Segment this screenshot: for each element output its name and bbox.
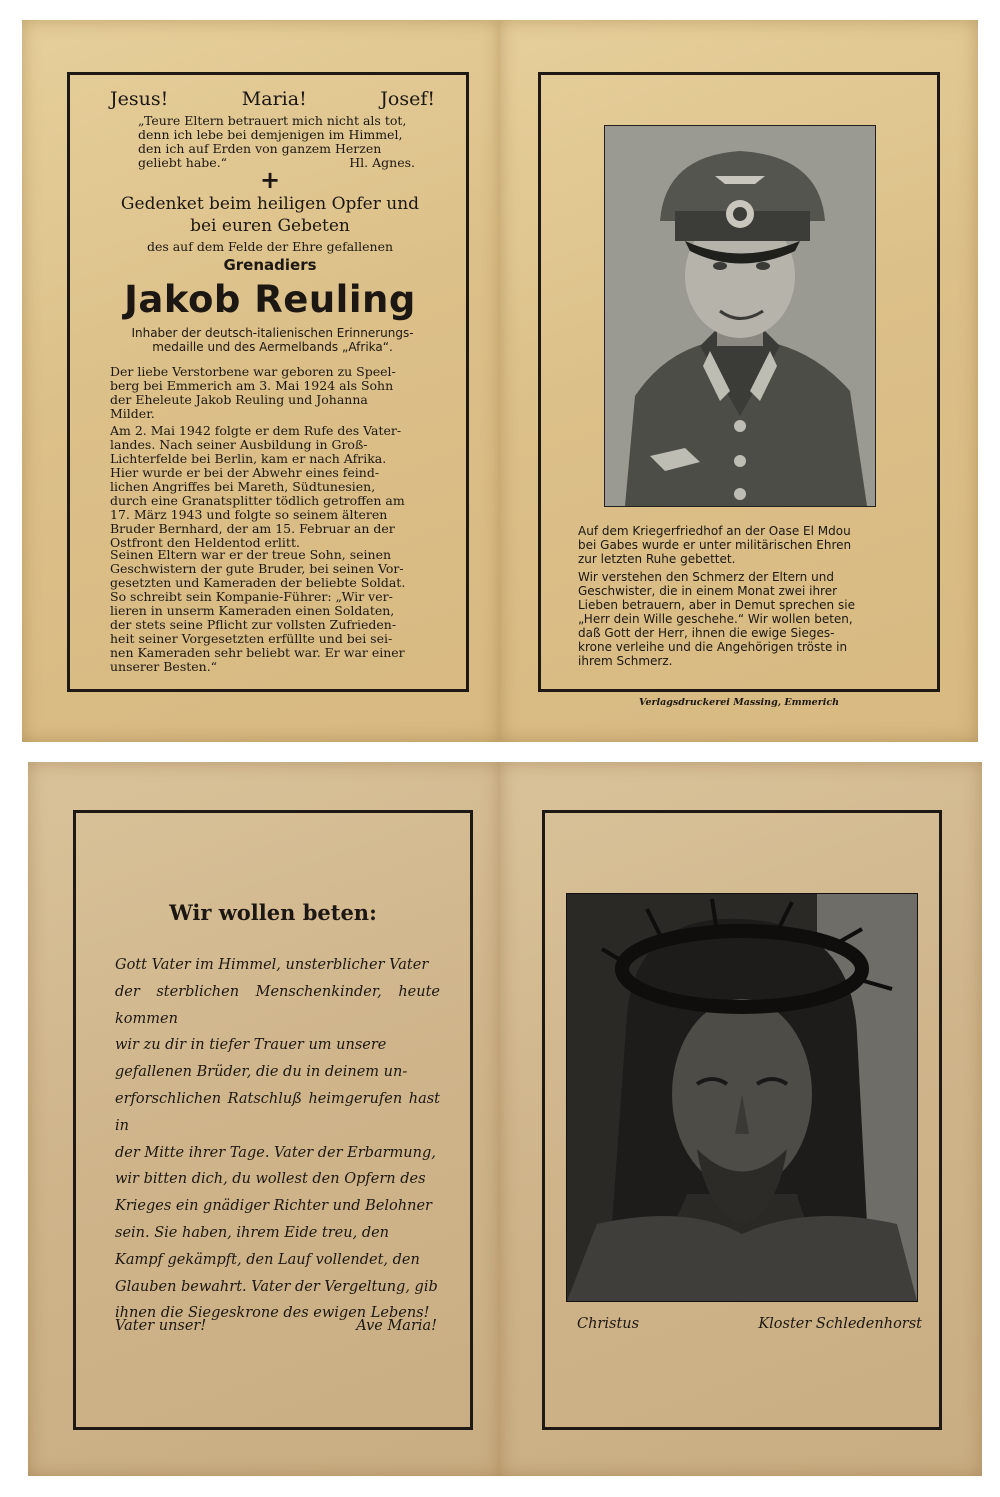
bio-line: lieren in unserm Kameraden einen Soldaten, [110,603,395,618]
prayer-footer [115,1318,437,1334]
prayer-line: Glauben bewahrt. Vater der Vergeltung, gib [115,1278,438,1295]
bio-line: Milder. [110,406,155,421]
invocation-jesus: Jesus! [110,88,169,110]
quote-block [138,114,433,170]
bio-line: Hier wurde er bei der Abwehr eines feind- [110,465,380,480]
honors-line: medaille und des Aermelbands „Afrika“. [152,340,393,354]
prayer-line: wir bitten dich, du wollest den Opfern des [115,1171,426,1188]
bio-line: heit seiner Vorgesetzten erfüllte und bei sei- [110,631,393,646]
closing-line: Wir verstehen den Schmerz der Eltern und [578,570,834,584]
rank-title: Grenadiers [223,256,317,274]
closing-line: Lieben betrauern, aber in Demut sprechen sie [578,598,855,612]
cross-symbol: + [259,166,281,194]
quote-line: „Teure Eltern betrauert mich nicht als tot, [138,113,407,128]
closing-line: krone verleihe und die Angehörigen tröste in [578,640,848,654]
bio-line: Am 2. Mai 1942 folgte er dem Rufe des Vater- [110,423,402,438]
prayer-line: der Mitte ihrer Tage. Vater der Erbarmung, [115,1144,436,1161]
bio-line: berg bei Emmerich am 3. Mai 1924 als Sohn [110,378,394,393]
caption-christus: Christus [577,1316,640,1332]
prayer-line: Kampf gekämpft, den Lauf vollendet, den [115,1251,420,1268]
bio-line: landes. Nach seiner Ausbildung in Groß- [110,437,368,452]
closing-line: ihrem Schmerz. [578,654,673,668]
fallen-line: des auf dem Felde der Ehre gefallenen [146,239,394,254]
bio-line: Bruder Bernhard, der am 15. Februar an der [110,521,395,536]
closing-line: Geschwister, die in einem Monat zwei ihrer [578,584,838,598]
bio-line: Ostfront den Heldentod erlitt. [110,535,300,550]
bio-line: durch eine Granatsplitter tödlich getroffen am [110,493,405,508]
bio-line: Der liebe Verstorbene war geboren zu Speel- [110,364,396,379]
burial-paragraph [578,524,900,566]
prayer-line: Gott Vater im Himmel, unsterblicher Vater [115,957,429,973]
prayer-title: Wir wollen beten: [169,900,377,925]
prayer-line: Krieges ein gnädiger Richter und Belohner [115,1198,432,1215]
bio-line: lichen Angriffes bei Mareth, Südtunesien, [110,479,376,494]
closing-line: „Herr dein Wille geschehe.“ Wir wollen beten, [578,612,853,626]
printer-credit: Verlagsdruckerei Massing, Emmerich [638,697,840,708]
closing-paragraph [578,570,900,668]
prayer-line: ihnen die Siegeskrone des ewigen Lebens! [115,1305,430,1322]
bio-line: nen Kameraden sehr beliebt war. Er war einer [110,645,405,660]
christ-caption [577,1316,922,1332]
honors-line: Inhaber der deutsch-italienischen Erinnerungs- [131,326,414,340]
soldier-portrait-illustration [605,126,875,506]
invocation-maria: Maria! [241,88,307,110]
prayer-text [115,952,440,1327]
christ-illustration [567,894,917,1301]
biography-paragraph-3 [110,548,435,674]
footer-vater-unser: Vater unser! [115,1318,207,1334]
bio-line: So schreibt sein Kompanie-Führer: „Wir ver- [110,589,393,604]
prayer-line: der sterblichen Menschenkinder, heute kommen [115,983,440,1027]
prayer-line: sein. Sie haben, ihrem Eide treu, den [115,1224,390,1241]
caption-kloster: Kloster Schledenhorst [758,1316,922,1332]
prayer-line-2: bei euren Gebeten [190,216,350,236]
quote-author: Hl. Agnes. [349,155,415,170]
prayer-line: erforschlichen Ratschluß heimgerufen hast in [115,1090,440,1134]
bio-line: der stets seine Pflicht zur vollsten Zufrieden- [110,617,397,632]
quote-line: geliebt habe.“ [138,155,228,170]
biography-paragraph-1 [110,365,435,421]
bio-line: Geschwistern der gute Bruder, bei seinen Vor- [110,561,404,576]
bio-line: 17. März 1943 und folgte so seinem älteren [110,507,388,522]
burial-line: Auf dem Kriegerfriedhof an der Oase El Mdou [578,524,851,538]
quote-line: den ich auf Erden von ganzem Herzen [138,141,382,156]
prayer-line-1: Gedenket beim heiligen Opfer und [120,194,420,214]
biography-paragraph-2 [110,424,435,550]
bio-line: Lichterfelde bei Berlin, kam er nach Afrika. [110,451,387,466]
footer-ave-maria: Ave Maria! [356,1318,437,1334]
bio-line: gesetzten und Kameraden der beliebte Soldat. [110,575,406,590]
bio-line: der Eheleute Jakob Reuling und Johanna [110,392,368,407]
bio-line: Seinen Eltern war er der treue Sohn, seinen [110,547,392,562]
closing-line: daß Gott der Herr, ihnen die ewige Sieges- [578,626,835,640]
invocation-row [110,88,435,110]
christ-image [566,893,918,1302]
honors-block [110,326,435,354]
bio-line: unserer Besten.“ [110,659,218,674]
burial-line: bei Gabes wurde er unter militärischen Ehren [578,538,852,552]
burial-line: zur letzten Ruhe gebettet. [578,552,736,566]
prayer-line: wir zu dir in tiefer Trauer um unsere [115,1037,387,1054]
soldier-portrait-photo [604,125,876,507]
deceased-name: Jakob Reuling [124,278,416,321]
invocation-josef: Josef! [380,88,435,110]
quote-line: denn ich lebe bei demjenigen im Himmel, [138,127,403,142]
prayer-line: gefallenen Brüder, die du in deinem un- [115,1064,408,1081]
